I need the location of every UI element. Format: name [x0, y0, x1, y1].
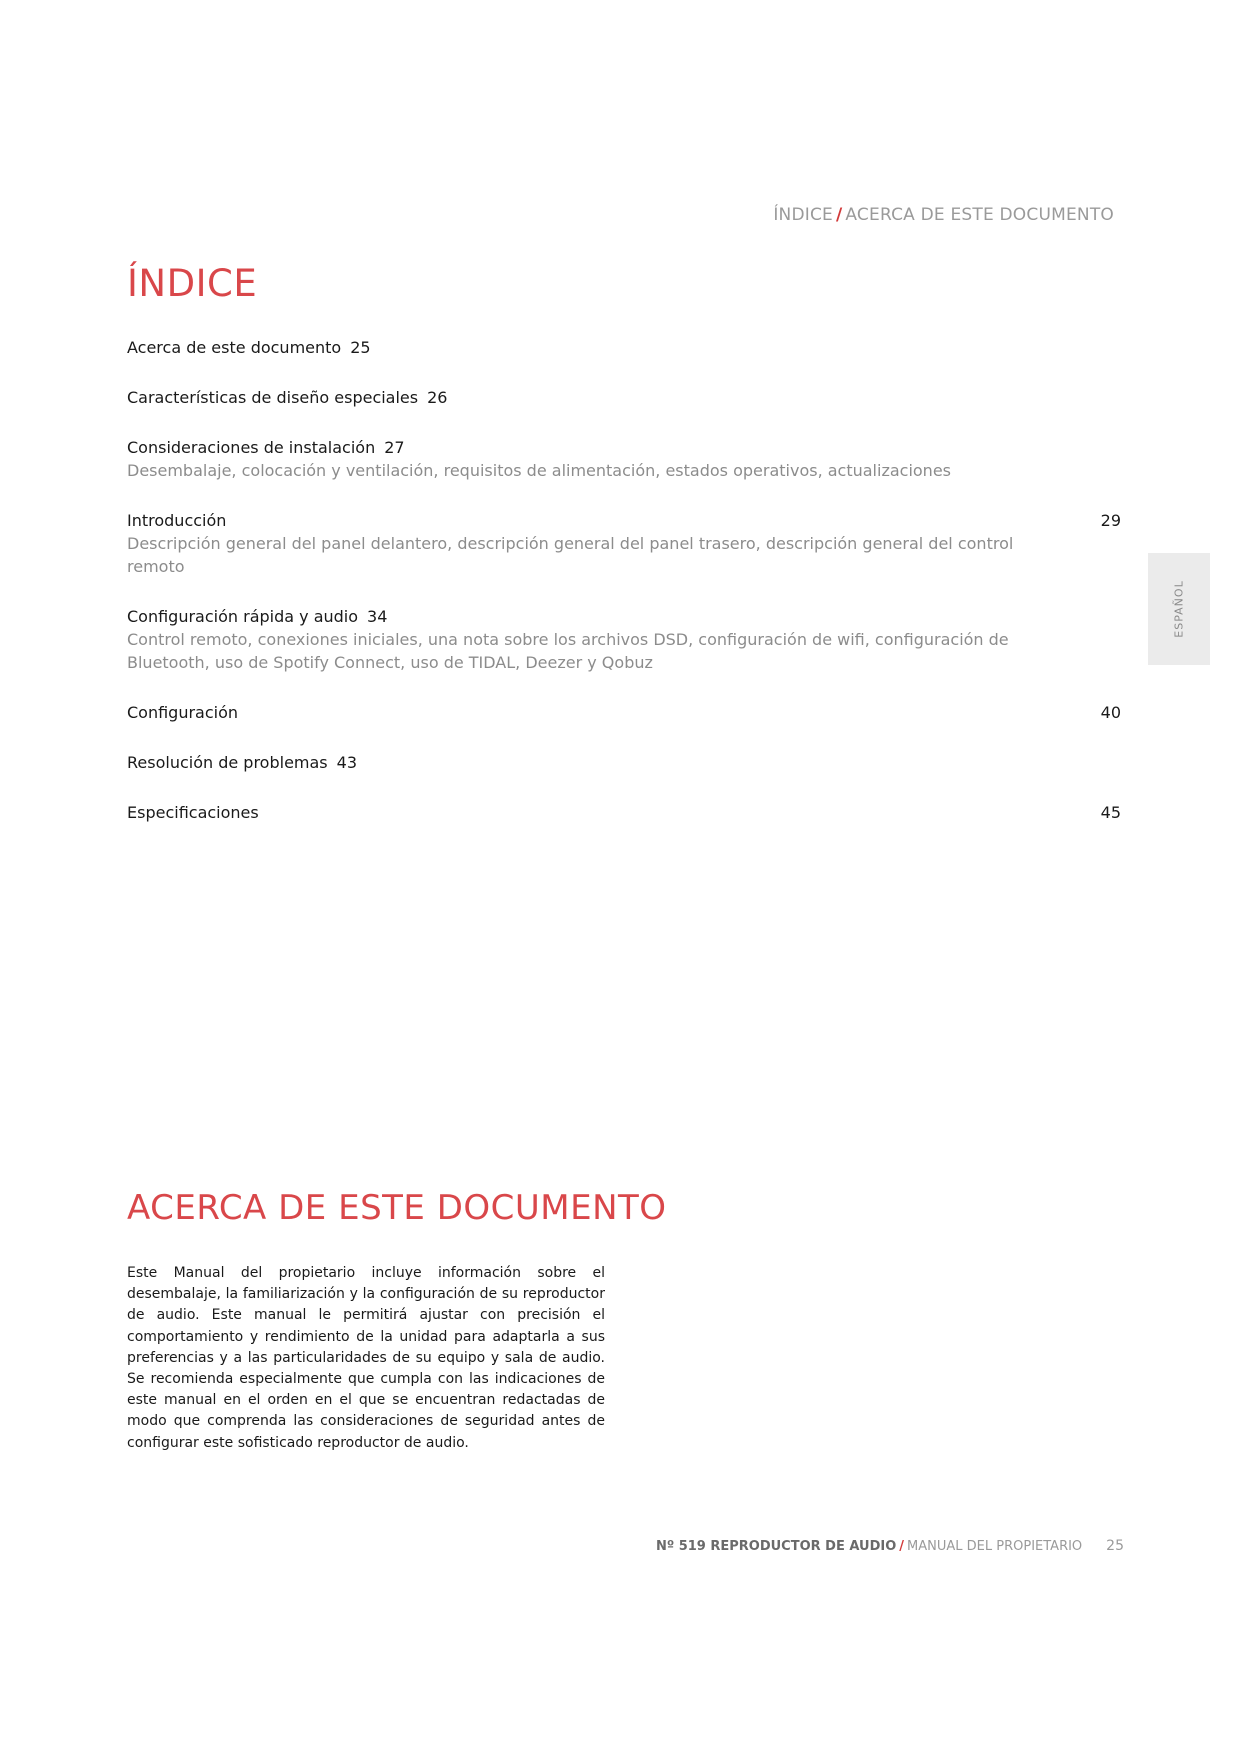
toc-entry-page: 43	[336, 753, 357, 772]
toc-entry-page: 25	[350, 338, 371, 357]
toc-entry-title: Acerca de este documento	[127, 338, 342, 357]
toc-entry-page: 26	[427, 388, 448, 407]
toc-entry-title: Resolución de problemas	[127, 753, 328, 772]
toc-entry-about[interactable]	[127, 336, 1121, 359]
page-header	[773, 205, 1114, 225]
toc-entry-specifications[interactable]	[127, 801, 1121, 824]
toc-entry-subtopics: Desembalaje, colocación y ventilación, requisitos de alimentación, estados operativos, actualizaciones	[127, 461, 951, 480]
toc-entry-title: Introducción	[127, 511, 227, 530]
toc-entry-subtopics: Descripción general del panel delantero, descripción general del panel trasero, descripción general del control remoto	[127, 534, 1014, 576]
language-tab-label: ESPAÑOL	[1172, 580, 1186, 638]
header-section-about: ACERCA DE ESTE DOCUMENTO	[845, 205, 1114, 225]
toc-entry-page: 40	[1100, 703, 1121, 722]
toc-entry-quick-setup[interactable]	[127, 605, 1121, 674]
table-of-contents	[127, 336, 1121, 851]
toc-entry-subtopics: Control remoto, conexiones iniciales, una nota sobre los archivos DSD, configuración de wifi, configuración de Bluetooth, uso de Spotify Connect, uso de TIDAL, Deezer y Qobuz	[127, 630, 1009, 672]
toc-entry-page: 45	[1100, 803, 1121, 822]
toc-entry-design-features[interactable]	[127, 386, 1121, 409]
toc-entry-title: Características de diseño especiales	[127, 388, 419, 407]
about-body: Este Manual del propietario incluye información sobre el desembalaje, la familiarización y la configuración de su reproductor de audio. Este manual le permitirá ajustar con precisión el comportamiento y rendimiento de la unidad para adaptarla a sus preferencias y a las particularidades de su equipo y sala de audio. Se recomienda especialmente que cumpla con las indicaciones de este manual en el orden en el que se encuentran redactadas de modo que comprenda las consideraciones de seguridad antes de configurar este sofisticado reproductor de audio.	[127, 1265, 605, 1451]
toc-entry-page: 27	[384, 438, 405, 457]
about-title: ACERCA DE ESTE DOCUMENTO	[127, 1188, 667, 1228]
toc-entry-configuration[interactable]	[127, 701, 1121, 724]
footer-document: MANUAL DEL PROPIETARIO	[907, 1539, 1083, 1554]
toc-entry-introduction[interactable]	[127, 509, 1121, 578]
toc-entry-installation[interactable]	[127, 436, 1121, 482]
toc-entry-page: 34	[367, 607, 388, 626]
header-section-index: ÍNDICE	[773, 205, 833, 225]
toc-entry-page: 29	[1100, 511, 1121, 530]
page-footer	[656, 1538, 1124, 1554]
footer-product: Nº 519 REPRODUCTOR DE AUDIO	[655, 1539, 897, 1554]
language-tab	[1148, 553, 1210, 665]
toc-entry-title: Especificaciones	[127, 803, 259, 822]
page-number: 25	[1106, 1538, 1124, 1554]
index-title: ÍNDICE	[127, 262, 258, 305]
toc-entry-troubleshooting[interactable]	[127, 751, 1121, 774]
header-separator: /	[835, 205, 843, 225]
toc-entry-title: Consideraciones de instalación	[127, 438, 376, 457]
toc-entry-title: Configuración	[127, 703, 239, 722]
footer-separator: /	[899, 1539, 905, 1554]
toc-entry-title: Configuración rápida y audio	[127, 607, 359, 626]
